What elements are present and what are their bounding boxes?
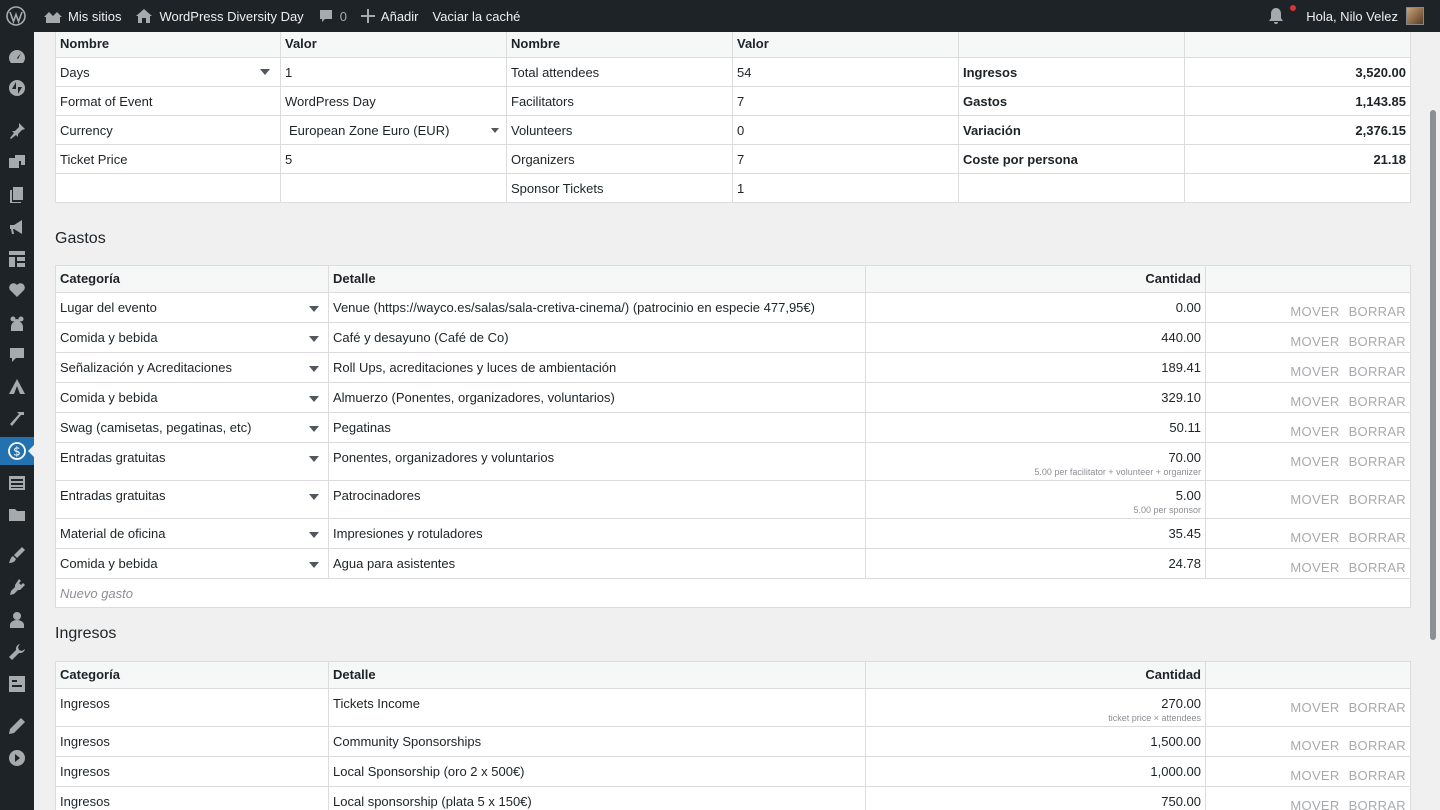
hammer-icon[interactable] (7, 409, 27, 429)
detail-input[interactable]: Agua para asistentes (329, 549, 866, 579)
chevron-down-icon (309, 426, 319, 432)
detail-input[interactable]: Pegatinas (329, 413, 866, 443)
budget-dollar-icon[interactable] (7, 441, 27, 461)
summary-header-name-2: Nombre (507, 31, 733, 58)
bell-icon (1267, 7, 1285, 25)
amount-value: 70.00 (1168, 450, 1201, 465)
category-value: Entradas gratuitas (60, 450, 166, 465)
summary-empty-cell (56, 174, 281, 203)
amount-value: 1,000.00 (1150, 764, 1201, 779)
income-total-label: Ingresos (959, 58, 1185, 87)
row-actions (1206, 443, 1411, 481)
organizers-input[interactable]: 7 (733, 145, 959, 174)
pages-icon[interactable] (7, 185, 27, 205)
detail-input[interactable]: Patrocinadores (329, 481, 866, 519)
move-button[interactable]: MOVER (1290, 334, 1340, 349)
amount-value: 189.41 (1161, 360, 1201, 375)
table-row (56, 689, 1411, 727)
folder-icon[interactable] (7, 505, 27, 525)
detail-input[interactable]: Almuerzo (Ponentes, organizadores, voluntarios) (329, 383, 866, 413)
amount-value: 270.00 (1161, 696, 1201, 711)
wordpress-logo-icon[interactable] (0, 0, 36, 32)
collapse-menu-icon[interactable] (7, 748, 27, 768)
admin-bar (0, 0, 1440, 32)
amount-value: 24.78 (1168, 556, 1201, 571)
expenses-header-row (56, 266, 1411, 293)
detail-input[interactable]: Venue (https://wayco.es/salas/sala-cretiva-cinema/) (patrocinio en especie 477,95€) (329, 293, 866, 323)
amount-input[interactable] (866, 443, 1206, 481)
chevron-down-icon (309, 494, 319, 500)
chevron-down-icon (309, 456, 319, 462)
row-actions (1206, 727, 1411, 757)
new-expense-row[interactable] (56, 579, 1411, 608)
row-actions (1206, 757, 1411, 787)
amount-input[interactable] (866, 481, 1206, 519)
camps-tent-icon[interactable] (7, 377, 27, 397)
delete-button[interactable]: BORRAR (1348, 798, 1406, 810)
detail-input[interactable]: Local sponsorship (plata 5 x 150€) (329, 787, 866, 810)
row-actions (1206, 689, 1411, 727)
format-of-event-input[interactable]: WordPress Day (281, 87, 507, 116)
summary-row (56, 145, 1411, 174)
admin-side-menu (0, 32, 34, 810)
category-select[interactable] (56, 443, 329, 481)
expenses-total-value: 1,143.85 (1185, 87, 1411, 116)
table-row (56, 323, 1411, 353)
category-value: Comida y bebida (60, 330, 158, 345)
summary-empty-cell (1185, 174, 1411, 203)
delete-button[interactable]: BORRAR (1348, 424, 1406, 439)
posts-pin-icon[interactable] (7, 121, 27, 141)
row-actions (1206, 519, 1411, 549)
table-row (56, 727, 1411, 757)
chevron-down-icon (260, 69, 270, 75)
currency-label: Currency (56, 116, 281, 145)
category-select[interactable] (56, 413, 329, 443)
expenses-header-category: Categoría (56, 266, 329, 293)
category-value: Comida y bebida (60, 390, 158, 405)
menu-current-arrow (28, 445, 34, 457)
days-input[interactable]: 1 (281, 58, 507, 87)
expenses-header-actions (1206, 266, 1411, 293)
budget-content (55, 30, 1410, 810)
amount-input[interactable] (866, 757, 1206, 787)
summary-empty-cell (959, 174, 1185, 203)
category-value: Señalización y Acreditaciones (60, 360, 232, 375)
move-button[interactable]: MOVER (1290, 768, 1340, 783)
notification-dot (1290, 5, 1296, 11)
table-row (56, 787, 1411, 810)
users-icon[interactable] (7, 610, 27, 630)
summary-empty-cell (281, 174, 507, 203)
amount-value: 750.00 (1161, 794, 1201, 809)
amount-value: 0.00 (1175, 300, 1201, 315)
amount-input[interactable] (866, 549, 1206, 579)
amount-value: 50.11 (1169, 420, 1201, 435)
comment-bubble-icon (318, 8, 334, 24)
category-select[interactable] (56, 293, 329, 323)
amount-value: 1,500.00 (1150, 734, 1201, 749)
amount-input[interactable] (866, 413, 1206, 443)
summary-table (55, 30, 1411, 203)
detail-input[interactable]: Tickets Income (329, 689, 866, 727)
facilitators-label: Facilitators (507, 87, 733, 116)
my-sites-label: Mis sitios (68, 8, 122, 24)
move-button[interactable]: MOVER (1290, 304, 1340, 319)
days-select[interactable] (56, 58, 281, 87)
table-row (56, 757, 1411, 787)
detail-input[interactable]: Roll Ups, acreditaciones y luces de ambientación (329, 353, 866, 383)
total-attendees-label: Total attendees (507, 58, 733, 87)
category-value: Ingresos (60, 764, 110, 779)
category-value: Ingresos (60, 794, 110, 809)
organizers-label: Organizers (507, 145, 733, 174)
income-header-amount: Cantidad (866, 662, 1206, 689)
edit-pencil-icon[interactable] (7, 716, 27, 736)
amount-input[interactable] (866, 787, 1206, 810)
row-actions (1206, 353, 1411, 383)
category-value: Ingresos (60, 696, 110, 711)
summary-header-blank-2 (1185, 31, 1411, 58)
move-button[interactable]: MOVER (1290, 492, 1340, 507)
my-sites-icon (43, 8, 63, 24)
move-button[interactable]: MOVER (1290, 424, 1340, 439)
category-select[interactable] (56, 353, 329, 383)
detail-input[interactable]: Café y desayuno (Café de Co) (329, 323, 866, 353)
notifications-button[interactable] (1260, 0, 1299, 32)
category-select[interactable] (56, 323, 329, 353)
plus-icon (361, 9, 375, 23)
row-actions (1206, 293, 1411, 323)
chevron-down-icon (491, 128, 499, 133)
settings-icon[interactable] (7, 674, 27, 694)
chevron-down-icon (309, 336, 319, 342)
category-select[interactable] (56, 481, 329, 519)
income-section-title: Ingresos (55, 625, 117, 642)
amount-note: 5.00 per sponsor (1133, 505, 1201, 515)
summary-row (56, 87, 1411, 116)
amount-input[interactable] (866, 353, 1206, 383)
amount-value: 5.00 (1175, 488, 1201, 503)
income-header-row (56, 662, 1411, 689)
move-button[interactable]: MOVER (1290, 364, 1340, 379)
detail-input[interactable]: Impresiones y rotuladores (329, 519, 866, 549)
site-name-label: WordPress Diversity Day (159, 8, 304, 24)
amount-note: 5.00 per facilitator + volunteer + organizer (1034, 467, 1201, 477)
delete-button[interactable]: BORRAR (1348, 700, 1406, 715)
amount-input[interactable] (866, 383, 1206, 413)
jetpack-icon[interactable] (7, 78, 27, 98)
income-header-category: Categoría (56, 662, 329, 689)
amount-input[interactable] (866, 293, 1206, 323)
currency-value: European Zone Euro (EUR) (289, 123, 450, 138)
row-actions (1206, 323, 1411, 353)
chevron-down-icon (309, 532, 319, 538)
summary-header-blank (959, 31, 1185, 58)
sponsor-tickets-label: Sponsor Tickets (507, 174, 733, 203)
blocks-layout-icon[interactable] (7, 249, 27, 269)
delete-button[interactable]: BORRAR (1348, 304, 1406, 319)
table-row (56, 481, 1411, 519)
amount-input[interactable] (866, 323, 1206, 353)
add-new-menu[interactable] (354, 0, 426, 32)
plugins-icon[interactable] (7, 577, 27, 597)
category-select[interactable] (56, 787, 329, 810)
avatar (1406, 7, 1424, 25)
expenses-header-detail: Detalle (329, 266, 866, 293)
cost-per-person-label: Coste por persona (959, 145, 1185, 174)
chevron-down-icon (309, 306, 319, 312)
move-button[interactable]: MOVER (1290, 394, 1340, 409)
clear-cache-label: Vaciar la caché (432, 8, 521, 24)
sponsor-tickets-input[interactable]: 1 (733, 174, 959, 203)
ticket-price-input[interactable]: 5 (281, 145, 507, 174)
amount-input[interactable] (866, 689, 1206, 727)
expenses-total-label: Gastos (959, 87, 1185, 116)
summary-header-value: Valor (281, 31, 507, 58)
detail-input[interactable]: Community Sponsorships (329, 727, 866, 757)
category-select[interactable] (56, 519, 329, 549)
detail-input[interactable]: Ponentes, organizadores y voluntarios (329, 443, 866, 481)
heart-icon[interactable] (7, 280, 27, 300)
amount-value: 440.00 (1161, 330, 1201, 345)
category-value: Lugar del evento (60, 300, 157, 315)
dashboard-icon[interactable] (7, 47, 27, 67)
amount-value: 35.45 (1168, 526, 1201, 541)
new-expense-input[interactable]: Nuevo gasto (56, 579, 1411, 608)
scrollbar-thumb[interactable] (1430, 110, 1436, 640)
delete-button[interactable]: BORRAR (1348, 394, 1406, 409)
facilitators-input[interactable]: 7 (733, 87, 959, 116)
table-row (56, 549, 1411, 579)
category-value: Entradas gratuitas (60, 488, 166, 503)
delete-button[interactable]: BORRAR (1348, 334, 1406, 349)
table-row (56, 383, 1411, 413)
appearance-brush-icon[interactable] (7, 545, 27, 565)
income-header-actions (1206, 662, 1411, 689)
move-button[interactable]: MOVER (1290, 560, 1340, 575)
expenses-section-title: Gastos (55, 230, 106, 247)
summary-row (56, 174, 1411, 203)
cost-per-person-value: 21.18 (1185, 145, 1411, 174)
tools-wrench-icon[interactable] (7, 642, 27, 662)
summary-header-value-2: Valor (733, 31, 959, 58)
add-new-label: Añadir (380, 8, 419, 24)
income-header-detail: Detalle (329, 662, 866, 689)
category-select[interactable] (56, 727, 329, 757)
category-value: Comida y bebida (60, 556, 158, 571)
move-button[interactable]: MOVER (1290, 454, 1340, 469)
variation-label: Variación (959, 116, 1185, 145)
category-value: Material de oficina (60, 526, 166, 541)
income-table (55, 661, 1411, 810)
page-scrollbar[interactable] (1426, 32, 1440, 810)
table-row (56, 443, 1411, 481)
delete-button[interactable]: BORRAR (1348, 768, 1406, 783)
volunteers-input[interactable]: 0 (733, 116, 959, 145)
table-row (56, 353, 1411, 383)
row-actions (1206, 481, 1411, 519)
move-button[interactable]: MOVER (1290, 798, 1340, 810)
delete-button[interactable]: BORRAR (1348, 530, 1406, 545)
clear-cache-link[interactable] (426, 0, 528, 32)
delete-button[interactable]: BORRAR (1348, 560, 1406, 575)
summary-header-row (56, 31, 1411, 58)
category-select[interactable] (56, 689, 329, 727)
detail-input[interactable]: Local Sponsorship (oro 2 x 500€) (329, 757, 866, 787)
row-actions (1206, 787, 1411, 810)
home-icon (135, 8, 153, 24)
amount-value: 329.10 (1161, 390, 1201, 405)
variation-value: 2,376.15 (1185, 116, 1411, 145)
volunteers-label: Volunteers (507, 116, 733, 145)
summary-row (56, 58, 1411, 87)
summary-row (56, 116, 1411, 145)
category-value: Ingresos (60, 734, 110, 749)
category-select[interactable] (56, 549, 329, 579)
amount-input[interactable] (866, 727, 1206, 757)
expenses-header-amount: Cantidad (866, 266, 1206, 293)
chevron-down-icon (309, 396, 319, 402)
feedback-megaphone-icon[interactable] (7, 217, 27, 237)
category-value: Swag (camisetas, pegatinas, etc) (60, 420, 252, 435)
move-button[interactable]: MOVER (1290, 738, 1340, 753)
move-button[interactable]: MOVER (1290, 530, 1340, 545)
amount-input[interactable] (866, 519, 1206, 549)
comments-icon[interactable] (7, 345, 27, 365)
income-total-value: 3,520.00 (1185, 58, 1411, 87)
ticket-price-label: Ticket Price (56, 145, 281, 174)
category-select[interactable] (56, 383, 329, 413)
delete-button[interactable]: BORRAR (1348, 364, 1406, 379)
row-actions (1206, 549, 1411, 579)
user-account-menu[interactable] (1299, 0, 1440, 32)
table-row (56, 413, 1411, 443)
format-of-event-label: Format of Event (56, 87, 281, 116)
total-attendees-input[interactable]: 54 (733, 58, 959, 87)
move-button[interactable]: MOVER (1290, 700, 1340, 715)
delete-button[interactable]: BORRAR (1348, 454, 1406, 469)
my-sites-menu[interactable] (36, 0, 128, 32)
chevron-down-icon (309, 366, 319, 372)
row-actions (1206, 413, 1411, 443)
user-greeting: Hola, Nilo Velez (1306, 8, 1398, 24)
category-select[interactable] (56, 757, 329, 787)
amount-note: ticket price × attendees (1108, 713, 1201, 723)
comments-count: 0 (339, 8, 347, 24)
comments-menu[interactable] (311, 0, 354, 32)
days-label: Days (60, 65, 90, 80)
currency-select[interactable] (281, 116, 507, 145)
row-actions (1206, 383, 1411, 413)
table-row (56, 293, 1411, 323)
reports-table-icon[interactable] (7, 473, 27, 493)
delete-button[interactable]: BORRAR (1348, 738, 1406, 753)
delete-button[interactable]: BORRAR (1348, 492, 1406, 507)
chevron-down-icon (309, 562, 319, 568)
table-row (56, 519, 1411, 549)
expenses-table (55, 265, 1411, 608)
summary-header-name: Nombre (56, 31, 281, 58)
community-groups-icon[interactable] (7, 313, 27, 333)
media-icon[interactable] (7, 153, 27, 173)
site-name-menu[interactable] (128, 0, 310, 32)
svg-text:$: $ (13, 444, 21, 459)
